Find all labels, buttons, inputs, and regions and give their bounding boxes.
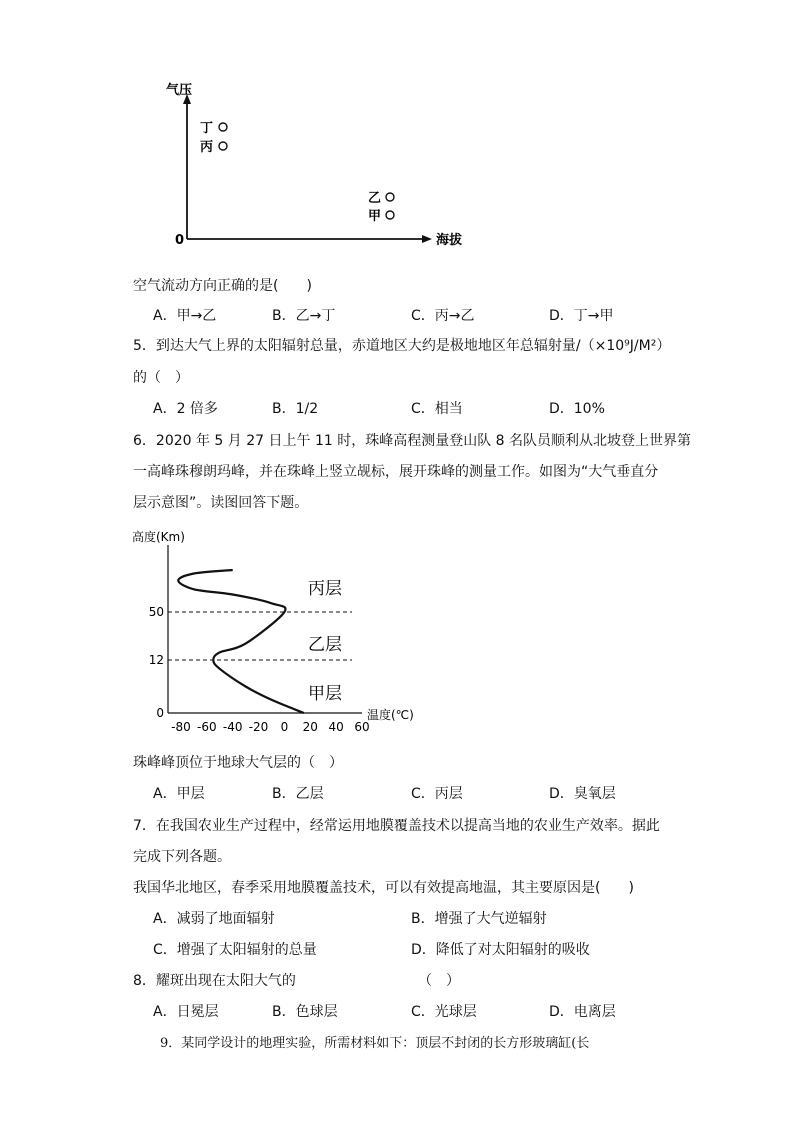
- chart-y-label: 高度(Km): [132, 530, 185, 544]
- q6-option-d: D．臭氧层: [549, 786, 616, 802]
- x-tick-label-1: -60: [196, 720, 217, 734]
- q8-option-a: A．日冕层: [153, 1004, 219, 1020]
- y-axis-label: 气压: [166, 83, 193, 98]
- q6-stem-line2: 一高峰珠穆朗玛峰，并在珠峰上竖立觇标，展开珠峰的测量工作。如图为“大气垂直分: [133, 464, 659, 480]
- layer-label-jia: 甲层: [308, 684, 342, 704]
- x-tick-label-2: -40: [222, 720, 243, 734]
- atmosphere-layers-chart: [130, 525, 430, 740]
- point-yi: [386, 193, 394, 201]
- x-tick-label-3: -20: [248, 720, 269, 734]
- q4-option-c: C．丙→乙: [411, 308, 475, 324]
- x-tick-label-6: 40: [328, 720, 344, 734]
- y-tick-label-0: 0: [156, 706, 164, 720]
- layer-label-yi: 乙层: [308, 635, 342, 655]
- q6-option-c: C．丙层: [411, 786, 463, 802]
- q7-question: 我国华北地区，春季采用地膜覆盖技术，可以有效提高地温，其主要原因是( ): [133, 880, 634, 896]
- q7-option-c: C．增强了太阳辐射的总量: [153, 942, 317, 958]
- q6-option-b: B．乙层: [272, 786, 324, 802]
- q6-stem-line1: 6．2020 年 5 月 27 日上午 11 时，珠峰高程测量登山队 8 名队员顺利从北坡登上世界第: [133, 433, 692, 449]
- q5-option-a: A．2 倍多: [153, 401, 218, 417]
- point-label-jia: 甲: [368, 209, 382, 224]
- q7-option-d: D．降低了对太阳辐射的吸收: [411, 942, 590, 958]
- q4-option-a: A．甲→乙: [153, 308, 217, 324]
- q7-option-a: A．减弱了地面辐射: [153, 911, 275, 927]
- q8-paren: （ ）: [418, 973, 460, 989]
- x-tick-label-0: -80: [171, 720, 191, 734]
- q4-option-b: B．乙→丁: [272, 308, 336, 324]
- q8-option-d: D．电离层: [549, 1004, 616, 1020]
- q4-option-d: D．丁→甲: [549, 308, 614, 324]
- x-tick-label-7: 60: [354, 720, 370, 734]
- x-axis-arrow: [422, 235, 432, 243]
- q8-option-b: B．色球层: [272, 1004, 338, 1020]
- point-label-yi: 乙: [368, 191, 382, 206]
- q7-stem-line1: 7．在我国农业生产过程中，经常运用地膜覆盖技术以提高当地的农业生产效率。据此: [133, 818, 660, 834]
- q8-option-c: C．光球层: [411, 1004, 477, 1020]
- point-bing: [219, 142, 227, 150]
- q5-stem-line1: 5．到达大气上界的太阳辐射总量，赤道地区大约是极地地区年总辐射量/（×10⁹J/M²）: [133, 338, 671, 354]
- q6-stem-line3: 层示意图”。读图回答下题。: [133, 495, 309, 511]
- origin-label: 0: [175, 233, 185, 248]
- temperature-curve: [178, 570, 303, 713]
- q6-question: 珠峰峰顶位于地球大气层的（ ）: [133, 755, 343, 771]
- x-tick-label-4: 0: [280, 720, 289, 734]
- q4-stem: 空气流动方向正确的是( ): [133, 278, 312, 294]
- x-tick-label-5: 20: [302, 720, 318, 734]
- q5-option-b: B．1/2: [272, 401, 319, 417]
- x-axis-label: 海拔: [436, 233, 463, 248]
- q5-option-c: C．相当: [411, 401, 463, 417]
- point-ding: [219, 123, 227, 131]
- pressure-altitude-diagram: [160, 76, 480, 256]
- q5-stem-line2: 的（ ）: [133, 370, 189, 386]
- point-label-bing: 丙: [200, 140, 214, 155]
- q8-stem: 8．耀斑出现在太阳大气的: [133, 973, 296, 989]
- q7-option-b: B．增强了大气逆辐射: [411, 911, 547, 927]
- layer-label-bing: 丙层: [308, 579, 342, 599]
- q7-stem-line2: 完成下列各题。: [133, 849, 231, 865]
- chart-x-label: 温度(℃): [367, 708, 414, 722]
- y-tick-label-1: 12: [148, 653, 164, 667]
- point-jia: [386, 211, 394, 219]
- q6-option-a: A．甲层: [153, 786, 205, 802]
- q5-option-d: D．10%: [549, 401, 605, 417]
- y-tick-label-2: 50: [148, 605, 164, 619]
- point-label-ding: 丁: [200, 121, 214, 136]
- q9-stem: 9．某同学设计的地理实验，所需材料如下：顶层不封闭的长方形玻璃缸(长: [160, 1036, 590, 1051]
